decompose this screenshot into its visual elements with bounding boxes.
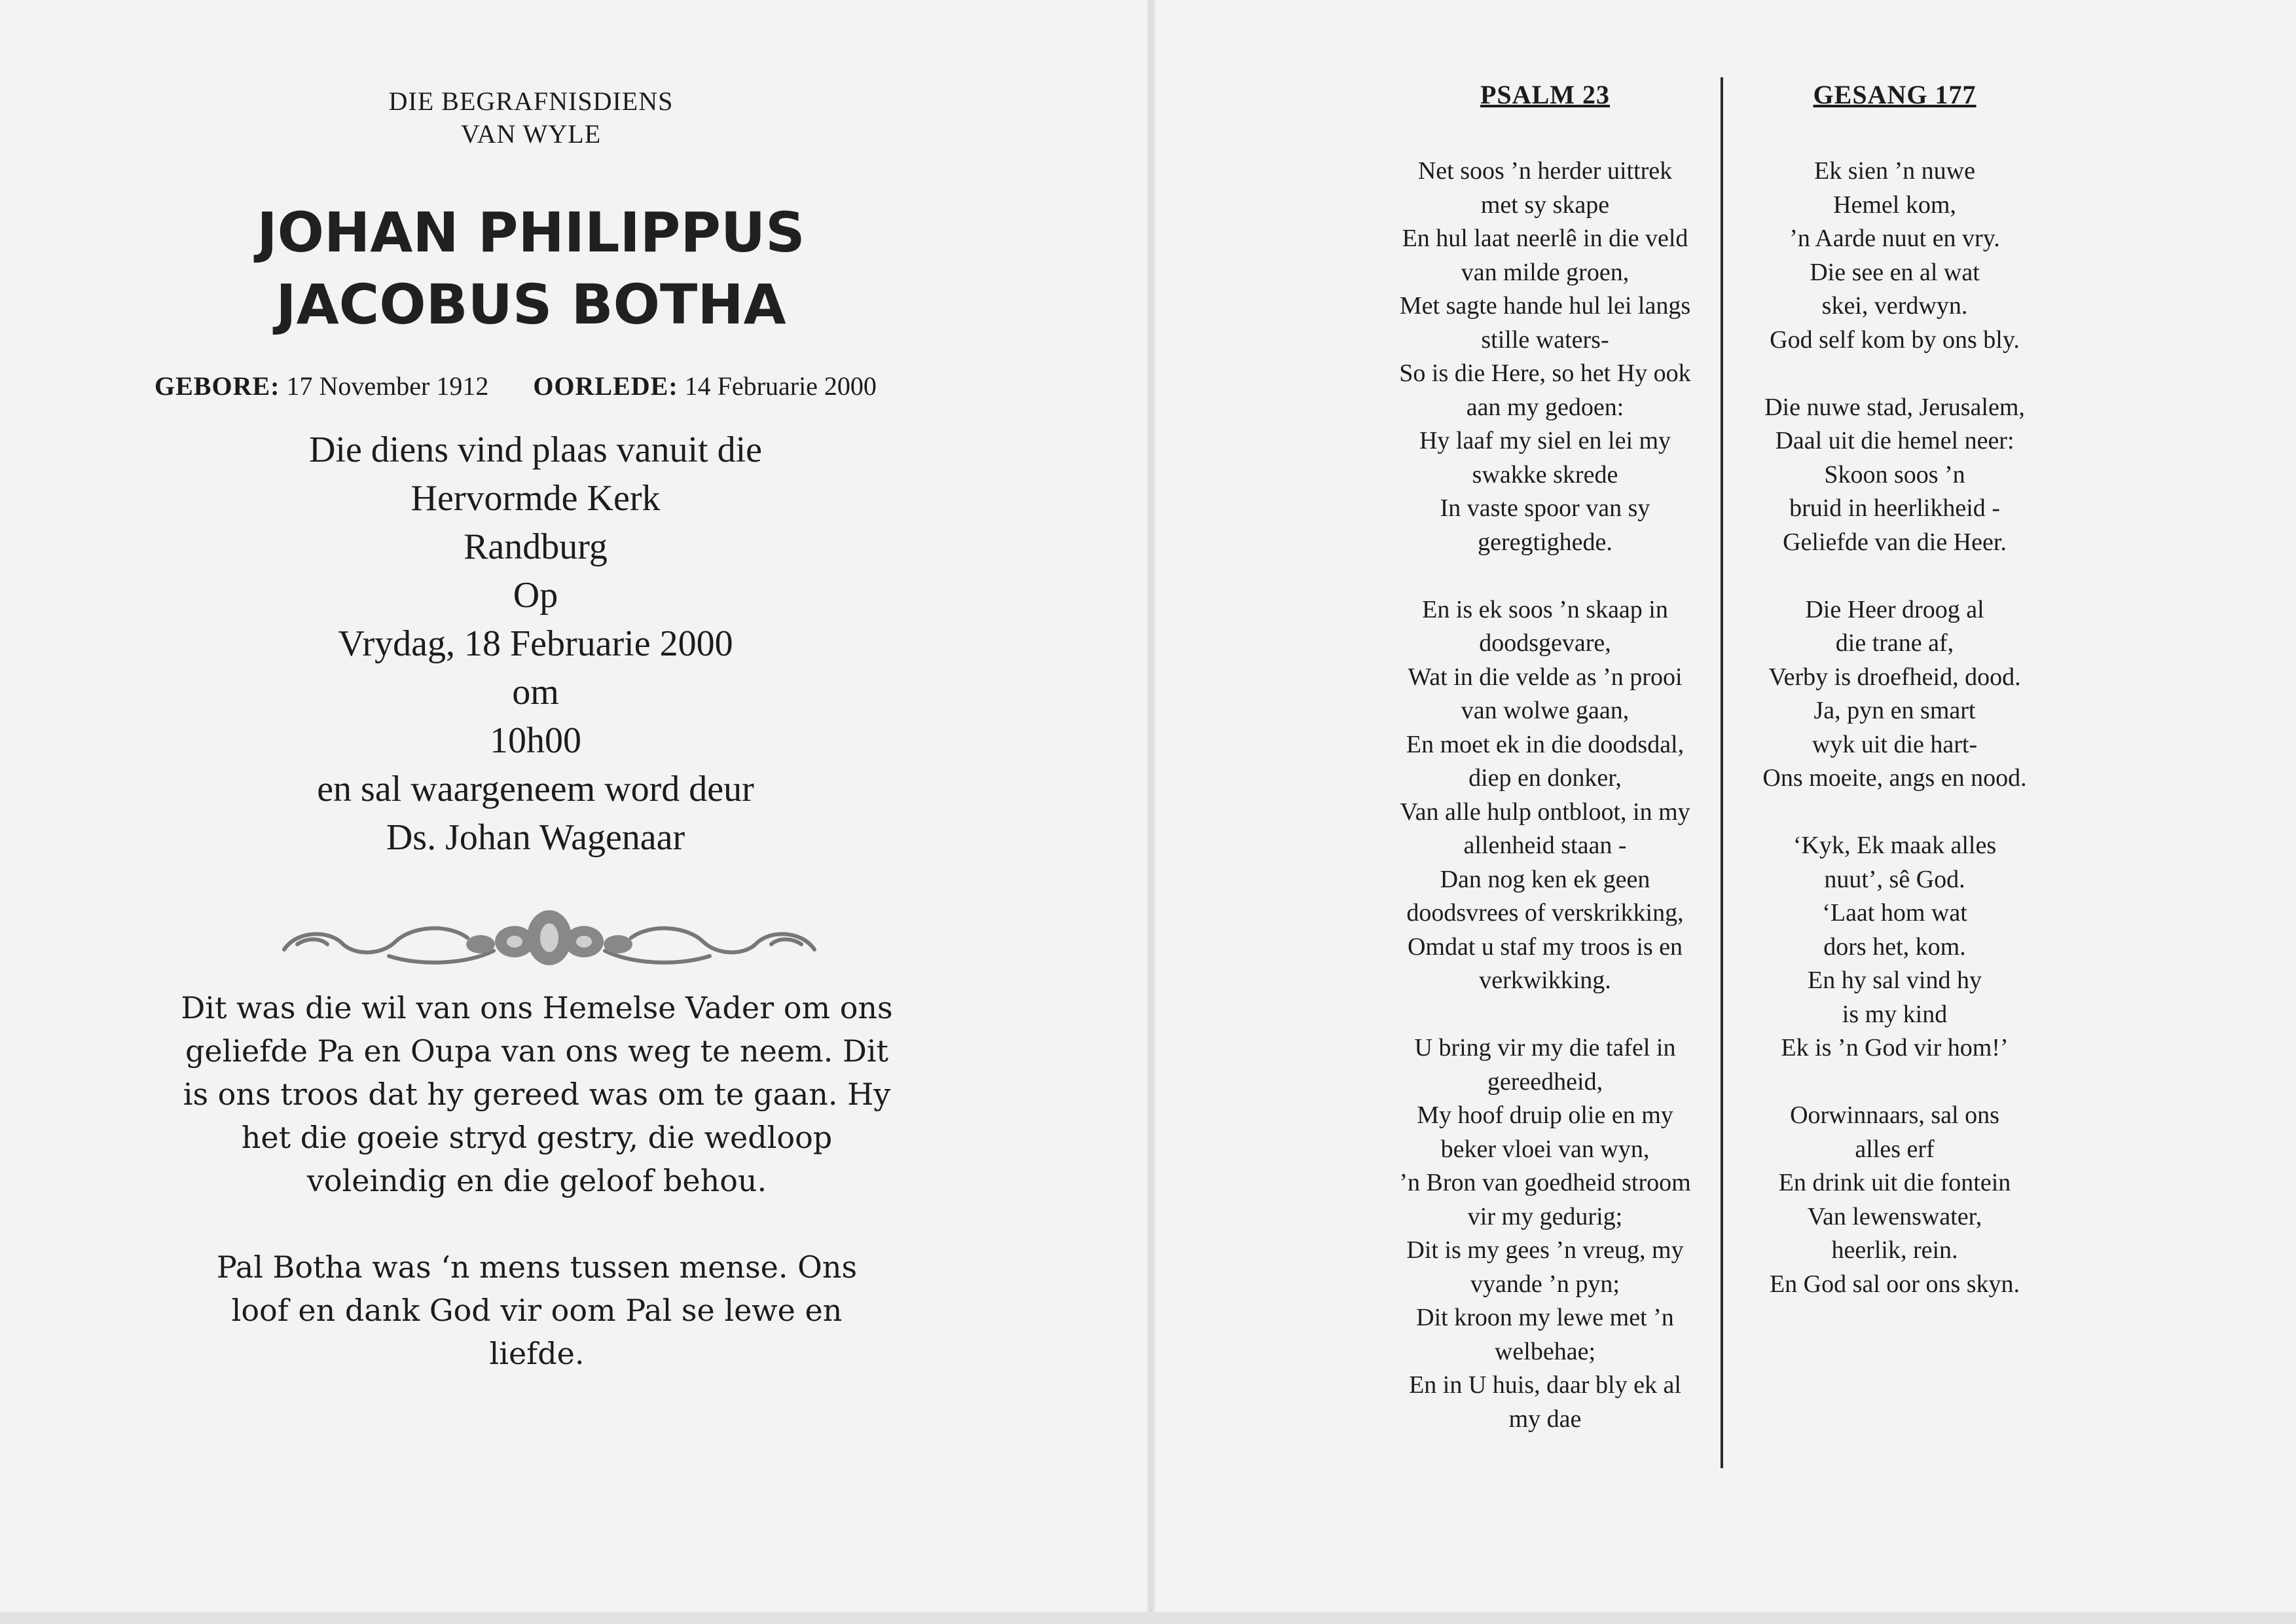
tribute-line: geliefde Pa en Oupa van ons weg te neem. Dit <box>185 1033 889 1069</box>
psalm-line: gereedheid, <box>1487 1067 1603 1096</box>
psalm-line: Van alle hulp ontbloot, in my <box>1400 798 1690 826</box>
born-label: GEBORE: <box>155 371 280 401</box>
gesang-line: alles erf <box>1855 1135 1935 1163</box>
psalm-line: Dit kroon my lewe met ’n <box>1416 1304 1674 1331</box>
ornament-divider <box>271 904 828 976</box>
tribute-paragraph <box>124 986 949 1202</box>
service-detail-line: Die diens vind plaas vanuit die <box>308 430 763 470</box>
gesang-line: ’n Aarde nuut en vry. <box>1789 225 2000 252</box>
tribute-paragraph <box>124 1246 949 1375</box>
psalm-line: van wolwe gaan, <box>1461 697 1630 724</box>
born-date: 17 November 1912 <box>286 371 489 401</box>
gesang-line: Ek sien ’n nuwe <box>1814 157 1975 185</box>
gesang-column <box>1705 79 2085 1335</box>
psalm-line: beker vloei van wyn, <box>1440 1135 1650 1163</box>
deceased-name-line: JOHAN PHILIPPUS <box>257 200 805 265</box>
tribute-line: Pal Botha was ‘n mens tussen mense. Ons <box>216 1249 858 1285</box>
psalm-line: Met sagte hande hul lei langs <box>1399 292 1691 320</box>
psalm-line: My hoof druip olie en my <box>1417 1101 1673 1129</box>
psalm-line: vyande ’n pyn; <box>1470 1270 1620 1298</box>
gesang-line: Die see en al wat <box>1810 258 1980 286</box>
service-details <box>0 426 1071 862</box>
deceased-name-line: JACOBUS BOTHA <box>276 272 786 337</box>
psalm-line: So is die Here, so het Hy ook <box>1399 360 1691 387</box>
gesang-line: Ja, pyn en smart <box>1813 697 1976 724</box>
gesang-line: Hemel kom, <box>1833 191 1956 219</box>
psalm-line: doodsgevare, <box>1479 629 1611 657</box>
gesang-line: is my kind <box>1842 1000 1948 1028</box>
psalm-line: En in U huis, daar bly ek al <box>1409 1371 1681 1399</box>
psalm-line: met sy skape <box>1480 191 1610 219</box>
gesang-line: Geliefde van die Heer. <box>1783 528 2007 556</box>
gesang-line: God self kom by ons bly. <box>1770 325 2020 354</box>
psalm-line: diep en donker, <box>1468 764 1622 792</box>
service-detail-line: Hervormde Kerk <box>410 478 661 519</box>
psalm-line: En hul laat neerlê in die veld <box>1402 225 1688 252</box>
psalm-line: swakke skrede <box>1472 460 1618 489</box>
gesang-line: ‘Laat hom wat <box>1822 899 1967 927</box>
service-detail-line: Ds. Johan Wagenaar <box>386 817 685 858</box>
gesang-stanza <box>1705 1099 2085 1301</box>
gesang-line: heerlik, rein. <box>1831 1236 1958 1264</box>
psalm-line: stille waters- <box>1481 325 1609 354</box>
gesang-stanza <box>1705 593 2085 796</box>
gesang-line: En drink uit die fontein <box>1778 1169 2011 1196</box>
psalm-line: U bring vir my die tafel in <box>1414 1034 1676 1061</box>
tribute-line: loof en dank God vir oom Pal se lewe en <box>231 1293 843 1328</box>
psalm-line: Omdat u staf my troos is en <box>1407 932 1683 961</box>
service-heading-line: VAN WYLE <box>460 119 602 149</box>
service-heading <box>0 85 1062 151</box>
tribute-line: Dit was die wil van ons Hemelse Vader om ons <box>181 990 893 1025</box>
gesang-title: GESANG 177 <box>1813 80 1977 109</box>
gesang-line: nuut’, sê God. <box>1824 865 1965 893</box>
died-date: 14 Februarie 2000 <box>684 371 877 401</box>
tribute-line: voleindig en die geloof behou. <box>306 1163 767 1198</box>
gesang-line: ‘Kyk, Ek maak alles <box>1793 832 1997 859</box>
gesang-line: die trane af, <box>1835 629 1954 657</box>
life-dates <box>155 371 1137 401</box>
gesang-line: Van lewenswater, <box>1807 1202 1982 1230</box>
psalm-line: van milde groen, <box>1461 258 1630 286</box>
psalm-line: In vaste spoor van sy <box>1440 494 1650 522</box>
psalm-line: Net soos ’n herder uittrek <box>1417 157 1673 185</box>
service-detail-line: Op <box>513 575 558 616</box>
gesang-stanza <box>1705 155 2085 357</box>
psalm-line: aan my gedoen: <box>1466 393 1624 421</box>
psalm-column <box>1349 79 1741 1470</box>
gesang-line: En God sal oor ons skyn. <box>1769 1270 2020 1298</box>
gesang-line: Die nuwe stad, Jerusalem, <box>1764 393 2025 421</box>
service-detail-line: Randburg <box>464 526 608 567</box>
deceased-name <box>0 196 1062 341</box>
gesang-stanza <box>1705 829 2085 1065</box>
psalm-line: geregtighede. <box>1478 528 1613 556</box>
gesang-line: Daal uit die hemel neer: <box>1775 427 2014 454</box>
tribute-line: het die goeie stryd gestry, die wedloop <box>241 1120 833 1155</box>
gesang-line: Die Heer droog al <box>1805 595 1984 623</box>
service-heading-line: DIE BEGRAFNISDIENS <box>388 86 674 116</box>
psalm-line: En moet ek in die doodsdal, <box>1406 730 1685 758</box>
psalm-line: allenheid staan - <box>1463 832 1627 859</box>
tribute-line: is ons troos dat hy gereed was om te gaan. Hy <box>183 1077 891 1112</box>
gesang-line: Skoon soos ’n <box>1824 460 1965 489</box>
gesang-line: wyk uit die hart- <box>1812 730 1978 758</box>
psalm-line: Dan nog ken ek geen <box>1440 865 1650 893</box>
gesang-line: dors het, kom. <box>1823 932 1966 961</box>
psalm-line: welbehae; <box>1494 1337 1596 1365</box>
psalm-line: Dit is my gees ’n vreug, my <box>1406 1236 1684 1264</box>
psalm-line: doodsvrees of verskrikking, <box>1406 899 1684 927</box>
gesang-line: skei, verdwyn. <box>1821 292 1968 320</box>
psalm-stanza <box>1349 1031 1741 1436</box>
service-detail-line: en sal waargeneem word deur <box>317 769 754 809</box>
gesang-line: Ek is ’n God vir hom!’ <box>1781 1034 2009 1061</box>
service-detail-line: 10h00 <box>490 720 581 761</box>
psalm-title: PSALM 23 <box>1480 80 1610 109</box>
psalm-line: En is ek soos ’n skaap in <box>1422 595 1668 623</box>
service-detail-line: Vrydag, 18 Februarie 2000 <box>338 623 733 664</box>
gesang-line: Verby is droefheid, dood. <box>1768 663 2021 691</box>
gesang-stanza <box>1705 391 2085 560</box>
gesang-line: bruid in heerlikheid - <box>1789 494 2000 522</box>
tribute-line: liefde. <box>489 1336 585 1371</box>
gesang-line: Ons moeite, angs en nood. <box>1762 764 2027 792</box>
tribute-text <box>124 986 949 1418</box>
service-detail-line: om <box>512 672 559 712</box>
gesang-line: En hy sal vind hy <box>1808 967 1982 994</box>
psalm-line: Wat in die velde as ’n prooi <box>1408 663 1683 691</box>
psalm-line: ’n Bron van goedheid stroom <box>1399 1169 1691 1196</box>
psalm-line: Hy laaf my siel en lei my <box>1419 427 1671 454</box>
died-label: OORLEDE: <box>533 371 678 401</box>
gesang-line: Oorwinnaars, sal ons <box>1790 1101 1999 1129</box>
psalm-stanza <box>1349 155 1741 559</box>
left-page <box>0 0 1147 1624</box>
psalm-stanza <box>1349 593 1741 998</box>
psalm-line: verkwikking. <box>1479 967 1611 994</box>
psalm-line: my dae <box>1508 1405 1582 1433</box>
psalm-line: vir my gedurig; <box>1467 1202 1623 1230</box>
page-fold <box>1147 0 1155 1624</box>
